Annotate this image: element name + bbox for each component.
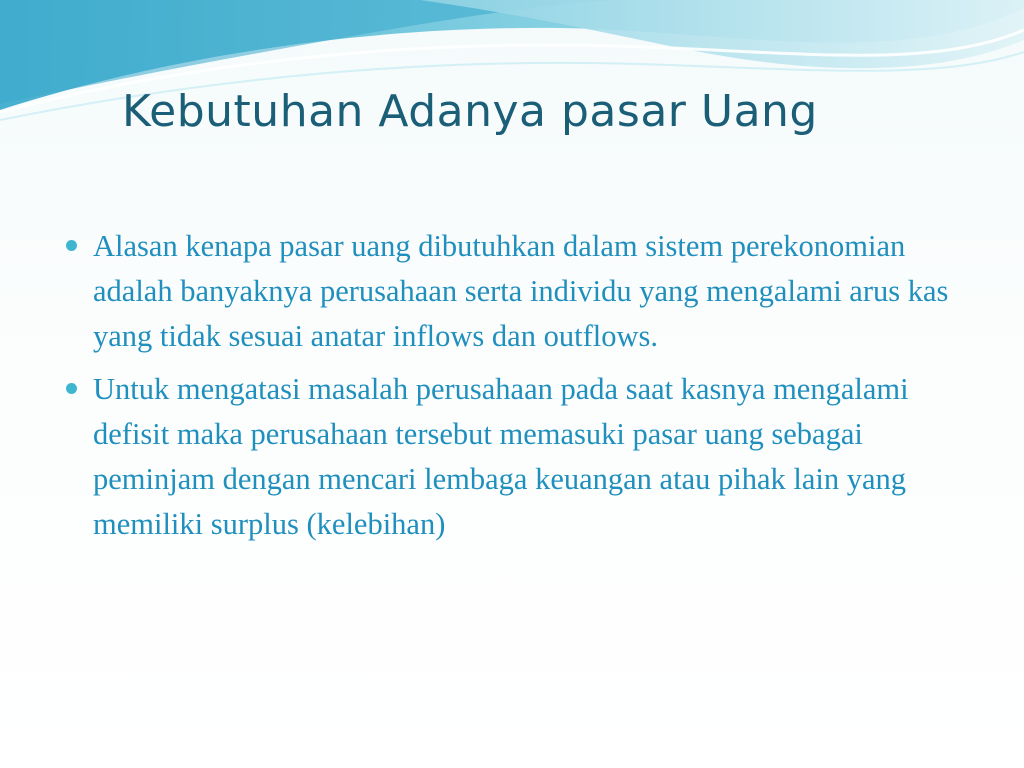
- bullet-dot-icon: [66, 383, 77, 394]
- list-item: [62, 367, 962, 547]
- list-item: [62, 224, 962, 359]
- bullet-text: Untuk mengatasi masalah perusahaan pada saat kasnya mengalami defisit maka perusahaan tersebut memasuki pasar uang sebagai peminjam dengan mencari lembaga keuangan atau pihak lain yang memiliki surplus (kelebihan): [93, 372, 909, 541]
- bullet-list: [62, 224, 962, 555]
- bullet-text: Alasan kenapa pasar uang dibutuhkan dalam sistem perekonomian adalah banyaknya perusahaan serta individu yang mengalami arus kas yang tidak sesuai anatar inflows dan outflows.: [93, 229, 949, 353]
- slide-title: Kebutuhan Adanya pasar Uang: [122, 86, 818, 137]
- bullet-dot-icon: [66, 240, 77, 251]
